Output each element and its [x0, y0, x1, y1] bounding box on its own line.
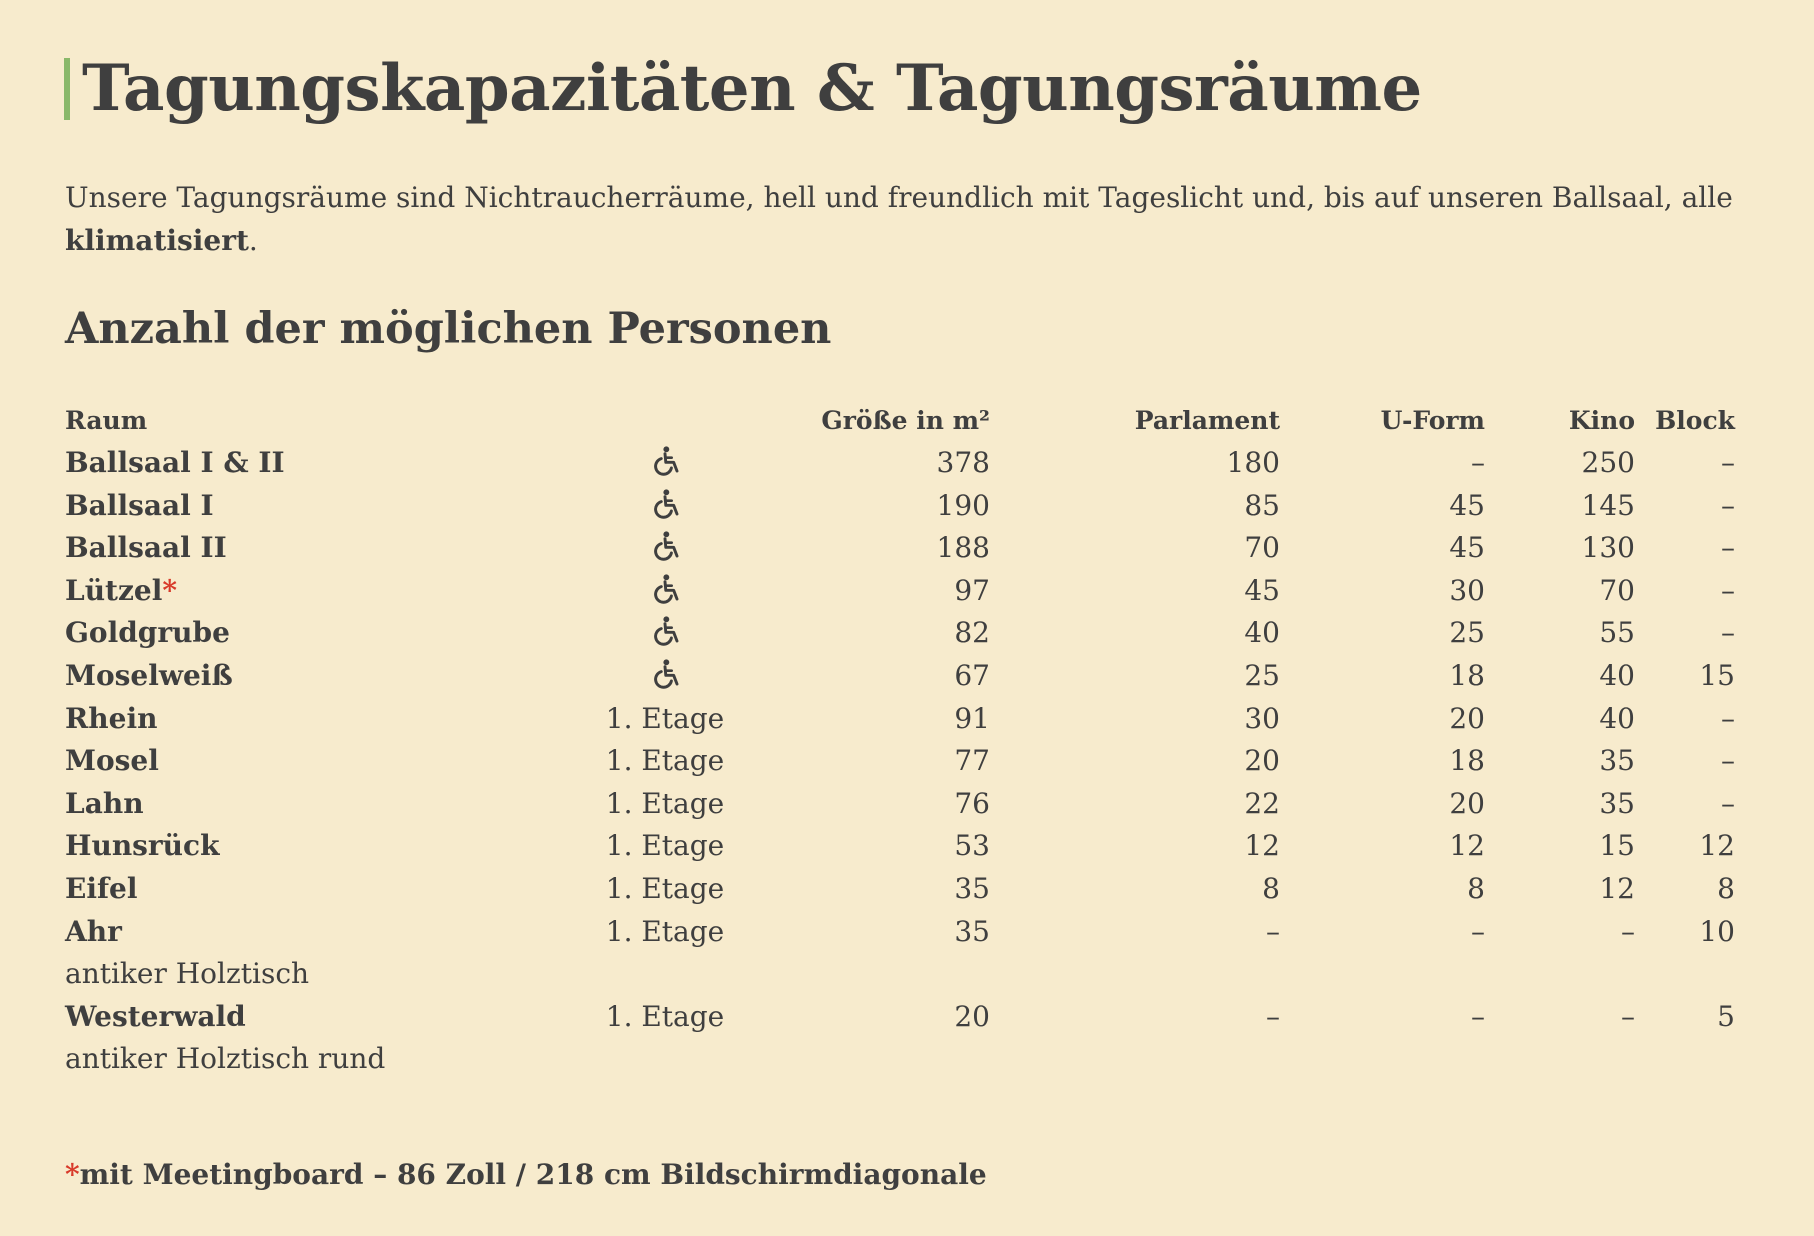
block-cell: – — [1721, 488, 1735, 522]
room-name: Hunsrück — [65, 829, 220, 863]
header-parlament: Parlament — [1134, 406, 1280, 435]
size-cell: 20 — [954, 999, 990, 1033]
table-row — [65, 996, 1735, 1039]
note-cell: 1. Etage — [605, 744, 725, 778]
title-block — [64, 51, 1422, 126]
header-kino: Kino — [1568, 406, 1635, 435]
block-cell: 8 — [1717, 871, 1735, 905]
note-cell: 1. Etage — [605, 829, 725, 863]
room-name: Mosel — [65, 744, 159, 778]
table-row — [65, 655, 1735, 698]
size-cell: 188 — [936, 531, 990, 565]
parlament-cell: 85 — [1244, 488, 1280, 522]
size-cell: 190 — [936, 488, 990, 522]
footnote — [65, 1158, 987, 1191]
wheelchair-icon — [649, 488, 681, 520]
parlament-cell: – — [1266, 999, 1280, 1033]
room-name-cell — [65, 996, 565, 1039]
kino-cell: 70 — [1599, 573, 1635, 607]
uform-cell: 20 — [1449, 701, 1485, 735]
room-name-cell — [65, 612, 565, 655]
room-name-cell — [65, 783, 565, 826]
size-cell: 53 — [954, 829, 990, 863]
room-name-cell — [65, 570, 565, 613]
uform-cell: 45 — [1449, 531, 1485, 565]
room-name: Westerwald — [65, 999, 246, 1033]
kino-cell: – — [1621, 914, 1635, 948]
table-row — [65, 868, 1735, 911]
note-cell — [565, 570, 765, 613]
table-row — [65, 442, 1735, 485]
note-cell: 1. Etage — [605, 914, 725, 948]
parlament-cell: 25 — [1244, 658, 1280, 692]
table-row-subline — [65, 953, 1735, 996]
size-cell: 67 — [954, 658, 990, 692]
room-name: Ballsaal I — [65, 488, 214, 522]
note-cell — [565, 612, 765, 655]
room-name-cell — [65, 442, 565, 485]
table-row — [65, 825, 1735, 868]
footnote-star: * — [65, 1158, 80, 1191]
uform-cell: 18 — [1449, 658, 1485, 692]
room-name-cell — [65, 655, 565, 698]
size-cell: 378 — [936, 446, 990, 479]
intro-text: Unsere Tagungsräume sind Nichtraucherräume, hell und freundlich mit Tageslicht und, bis auf unseren Ballsaal, alle — [65, 181, 1733, 214]
table-row — [65, 911, 1735, 954]
table-row — [65, 612, 1735, 655]
parlament-cell: 45 — [1244, 573, 1280, 607]
note-cell: 1. Etage — [605, 701, 725, 735]
note-cell: 1. Etage — [605, 871, 725, 905]
uform-cell: 8 — [1467, 871, 1485, 905]
size-cell: 35 — [954, 914, 990, 948]
room-name: Ahr — [65, 914, 122, 948]
note-cell — [565, 527, 765, 570]
room-name-cell — [65, 527, 565, 570]
parlament-cell: 22 — [1244, 786, 1280, 820]
room-name: Eifel — [65, 871, 138, 905]
block-cell: 15 — [1699, 658, 1735, 692]
table-row — [65, 783, 1735, 826]
kino-cell: 40 — [1599, 658, 1635, 692]
wheelchair-icon — [649, 530, 681, 562]
block-cell: 12 — [1699, 829, 1735, 863]
header-note — [565, 400, 765, 442]
room-name: Rhein — [65, 701, 158, 735]
parlament-cell: 8 — [1262, 871, 1280, 905]
uform-cell: 25 — [1449, 616, 1485, 650]
parlament-cell: 180 — [1226, 446, 1280, 479]
kino-cell: 55 — [1599, 616, 1635, 650]
room-star: * — [162, 573, 177, 607]
wheelchair-icon — [649, 658, 681, 690]
table-row — [65, 740, 1735, 783]
page-title: Tagungskapazitäten & Tagungsräume — [82, 51, 1422, 126]
kino-cell: – — [1621, 999, 1635, 1033]
table-row-subline — [65, 1038, 1735, 1081]
block-cell: – — [1721, 786, 1735, 820]
kino-cell: 145 — [1581, 488, 1635, 522]
kino-cell: 15 — [1599, 829, 1635, 863]
kino-cell: 35 — [1599, 744, 1635, 778]
table-row — [65, 527, 1735, 570]
block-cell: 10 — [1699, 914, 1735, 948]
room-name-cell — [65, 911, 565, 954]
size-cell: 76 — [954, 786, 990, 820]
block-cell: – — [1721, 616, 1735, 650]
room-name-cell — [65, 485, 565, 528]
size-cell: 97 — [954, 573, 990, 607]
uform-cell: 12 — [1449, 829, 1485, 863]
parlament-cell: 30 — [1244, 701, 1280, 735]
room-name-cell — [65, 698, 565, 741]
kino-cell: 130 — [1581, 531, 1635, 565]
capacity-table — [65, 400, 1735, 1081]
room-name: Ballsaal II — [65, 531, 227, 565]
block-cell: – — [1721, 531, 1735, 565]
block-cell: – — [1721, 744, 1735, 778]
size-cell: 82 — [954, 616, 990, 650]
room-name-cell — [65, 825, 565, 868]
intro-end: . — [248, 224, 258, 257]
block-cell: – — [1721, 701, 1735, 735]
header-block: Block — [1655, 406, 1735, 435]
note-cell — [565, 485, 765, 528]
block-cell: – — [1721, 573, 1735, 607]
header-groesse: Größe in m² — [821, 406, 990, 435]
room-name: Lahn — [65, 786, 144, 820]
room-subtitle: antiker Holztisch — [65, 957, 310, 991]
table-row — [65, 698, 1735, 741]
footnote-text: mit Meetingboard – 86 Zoll / 218 cm Bildschirmdiagonale — [79, 1158, 987, 1191]
wheelchair-icon — [649, 445, 681, 477]
table-row — [65, 570, 1735, 613]
uform-cell: 30 — [1449, 573, 1485, 607]
room-name-cell — [65, 868, 565, 911]
kino-cell: 250 — [1581, 446, 1635, 479]
block-cell: – — [1721, 446, 1735, 479]
kino-cell: 35 — [1599, 786, 1635, 820]
parlament-cell: 20 — [1244, 744, 1280, 778]
wheelchair-icon — [649, 573, 681, 605]
parlament-cell: 70 — [1244, 531, 1280, 565]
table-body — [65, 442, 1735, 1081]
table-header-row — [65, 400, 1735, 442]
wheelchair-icon — [649, 615, 681, 647]
intro-paragraph — [65, 176, 1765, 262]
table-row — [65, 485, 1735, 528]
note-cell — [565, 655, 765, 698]
size-cell: 35 — [954, 871, 990, 905]
room-name: Moselweiß — [65, 658, 233, 692]
kino-cell: 40 — [1599, 701, 1635, 735]
note-cell — [565, 442, 765, 485]
note-cell: 1. Etage — [605, 786, 725, 820]
room-name: Ballsaal I & II — [65, 446, 285, 479]
room-name: Goldgrube — [65, 616, 230, 650]
room-subtitle: antiker Holztisch rund — [65, 1042, 386, 1076]
uform-cell: 18 — [1449, 744, 1485, 778]
size-cell: 77 — [954, 744, 990, 778]
header-raum: Raum — [65, 406, 148, 435]
header-uform: U-Form — [1380, 406, 1485, 435]
parlament-cell: 12 — [1244, 829, 1280, 863]
uform-cell: – — [1471, 999, 1485, 1033]
intro-bold: klimatisiert — [65, 224, 249, 257]
block-cell: 5 — [1717, 999, 1735, 1033]
uform-cell: 45 — [1449, 488, 1485, 522]
parlament-cell: 40 — [1244, 616, 1280, 650]
uform-cell: 20 — [1449, 786, 1485, 820]
size-cell: 91 — [954, 701, 990, 735]
section-title: Anzahl der möglichen Personen — [65, 304, 832, 354]
uform-cell: – — [1471, 914, 1485, 948]
note-cell: 1. Etage — [605, 999, 725, 1033]
parlament-cell: – — [1266, 914, 1280, 948]
kino-cell: 12 — [1599, 871, 1635, 905]
room-name: Lützel — [65, 573, 163, 607]
uform-cell: – — [1471, 446, 1485, 479]
room-name-cell — [65, 740, 565, 783]
